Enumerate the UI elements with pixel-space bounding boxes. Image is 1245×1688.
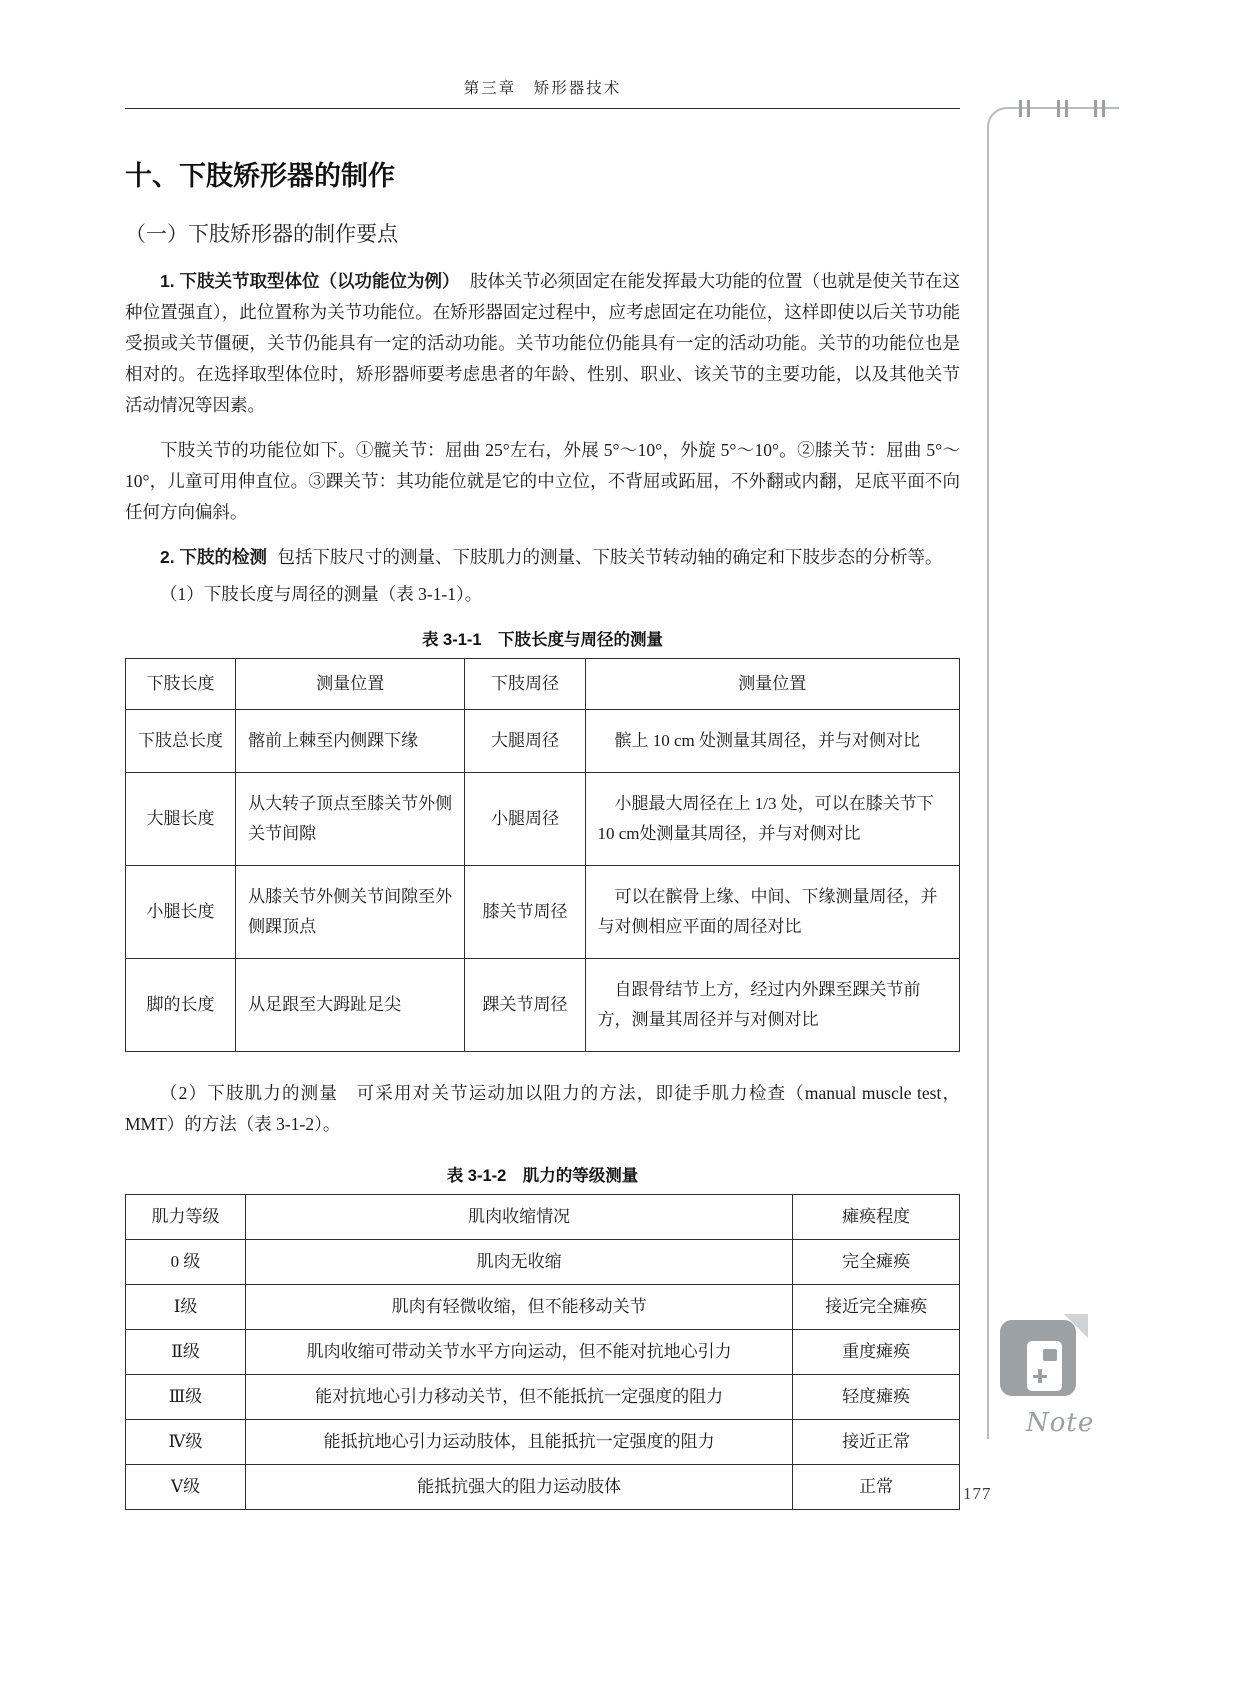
table-cell: Ⅰ级 (126, 1285, 246, 1330)
paragraph-lower-limb-check (125, 542, 960, 573)
paragraph-text: （2）下肢肌力的测量 可采用对关节运动加以阻力的方法，即徒手肌力检查（manual muscle test，MMT）的方法（表 3-1-2）。 (125, 1083, 960, 1134)
page-edge-decoration (987, 107, 1119, 1439)
paragraph-text: 下肢关节的功能位如下。①髋关节：屈曲 25°左右，外展 5°～10°，外旋 5°～10°。②膝关节：屈曲 5°～10°，儿童可用伸直位。③踝关节：其功能位就是它的中立位，不背屈或跖屈，不外翻或内翻，足底平面不向任何方向偏斜。 (125, 440, 960, 522)
table-header-cell: 肌肉收缩情况 (246, 1195, 793, 1240)
table-header-cell: 测量位置 (236, 659, 465, 710)
table-row (126, 773, 960, 866)
table2-caption: 表 3-1-2 肌力的等级测量 (446, 1167, 639, 1185)
table-row (126, 710, 960, 773)
page-title: 十、下肢矫形器的制作 (125, 161, 395, 191)
double-tick-icon (1094, 100, 1105, 117)
paragraph-text: 包括下肢尺寸的测量、下肢肌力的测量、下肢关节转动轴的确定和下肢步态的分析等。 (277, 547, 943, 567)
note-label: Note (1026, 1408, 1095, 1438)
table-cell: 肌肉无收缩 (246, 1240, 793, 1285)
table-row (126, 1285, 960, 1330)
table-cell: 自跟骨结节上方，经过内外踝至踝关节前方，测量其周径并与对侧对比 (585, 959, 959, 1052)
table-cell: 轻度瘫痪 (793, 1375, 960, 1420)
table-cell: 髌上 10 cm 处测量其周径，并与对侧对比 (585, 710, 959, 773)
table-cell: 小腿长度 (126, 866, 236, 959)
running-head: 第三章 矫形器技术 (463, 80, 622, 97)
table-cell: Ⅱ级 (126, 1330, 246, 1375)
table-cell: 从大转子顶点至膝关节外侧关节间隙 (236, 773, 465, 866)
double-tick-icon (1019, 100, 1030, 117)
table-row (126, 1465, 960, 1510)
table-header-cell: 肌力等级 (126, 1195, 246, 1240)
table-cell: 下肢总长度 (126, 710, 236, 773)
table-cell: 可以在髌骨上缘、中间、下缘测量周径，并与对侧相应平面的周径对比 (585, 866, 959, 959)
table-header-cell: 下肢长度 (126, 659, 236, 710)
table-row (126, 1330, 960, 1375)
table-cell: 肌肉有轻微收缩，但不能移动关节 (246, 1285, 793, 1330)
table-header-cell: 测量位置 (585, 659, 959, 710)
double-tick-icon (1057, 100, 1068, 117)
table-cell: Ⅳ级 (126, 1420, 246, 1465)
paragraph-item-1 (125, 579, 960, 610)
table1-caption: 表 3-1-1 下肢长度与周径的测量 (421, 631, 664, 649)
table-cell: 接近正常 (793, 1420, 960, 1465)
table-row (126, 866, 960, 959)
table-cell: 0 级 (126, 1240, 246, 1285)
header-divider (125, 108, 960, 109)
table-header-cell: 下肢周径 (465, 659, 585, 710)
table-cell: 接近完全瘫痪 (793, 1285, 960, 1330)
table-cell: 踝关节周径 (465, 959, 585, 1052)
table-cell: 大腿长度 (126, 773, 236, 866)
table-cell: 从膝关节外侧关节间隙至外侧踝顶点 (236, 866, 465, 959)
paragraph-text: 肢体关节必须固定在能发挥最大功能的位置（也就是使关节在这种位置强直），此位置称为关节功能位。在矫形器固定过程中，应考虑固定在功能位，这样即使以后关节功能受损或关节僵硬，关节仍能具有一定的活动功能。关节功能位仍能具有一定的活动功能。关节的功能位也是相对的。在选择取型体位时，矫形器师要考虑患者的年龄、性别、职业、该关节的主要功能，以及其他关节活动情况等因素。 (125, 271, 960, 415)
length-circumference-table (125, 658, 960, 1052)
table-cell: 重度瘫痪 (793, 1330, 960, 1375)
table-row (126, 1240, 960, 1285)
table-header-cell: 瘫痪程度 (793, 1195, 960, 1240)
table-cell: 肌肉收缩可带动关节水平方向运动，但不能对抗地心引力 (246, 1330, 793, 1375)
table-header-row (126, 659, 960, 710)
table-row (126, 1420, 960, 1465)
paragraph-functional-positions (125, 435, 960, 528)
table-cell: 髂前上棘至内侧踝下缘 (236, 710, 465, 773)
section-heading: （一）下肢矫形器的制作要点 (125, 223, 398, 246)
paragraph-item-2 (125, 1078, 960, 1140)
table-cell: 能对抗地心引力移动关节，但不能抵抗一定强度的阻力 (246, 1375, 793, 1420)
table-cell: 膝关节周径 (465, 866, 585, 959)
table-row (126, 959, 960, 1052)
table-cell: Ⅲ级 (126, 1375, 246, 1420)
muscle-strength-table (125, 1194, 960, 1510)
table-row (126, 1375, 960, 1420)
table-cell: 大腿周径 (465, 710, 585, 773)
paragraph-lead-bold: 1. 下肢关节取型体位（以功能位为例） (160, 271, 460, 291)
note-icon (1000, 1314, 1096, 1404)
table-header-row (126, 1195, 960, 1240)
paragraph-text: （1）下肢长度与周径的测量（表 3-1-1）。 (160, 584, 483, 604)
paragraph-joint-position (125, 266, 960, 421)
table-cell: 能抵抗地心引力运动肢体，且能抵抗一定强度的阻力 (246, 1420, 793, 1465)
table-cell: 小腿最大周径在上 1/3 处，可以在膝关节下 10 cm处测量其周径，并与对侧对比 (585, 773, 959, 866)
table-cell: 能抵抗强大的阻力运动肢体 (246, 1465, 793, 1510)
table-cell: 完全瘫痪 (793, 1240, 960, 1285)
table-cell: 从足跟至大𧿹趾足尖 (236, 959, 465, 1052)
table-cell: 脚的长度 (126, 959, 236, 1052)
content-column (125, 130, 960, 1510)
table-cell: Ⅴ级 (126, 1465, 246, 1510)
table-cell: 正常 (793, 1465, 960, 1510)
page-number: 177 (963, 1484, 992, 1503)
table-cell: 小腿周径 (465, 773, 585, 866)
paragraph-lead-bold: 2. 下肢的检测 (160, 547, 267, 567)
